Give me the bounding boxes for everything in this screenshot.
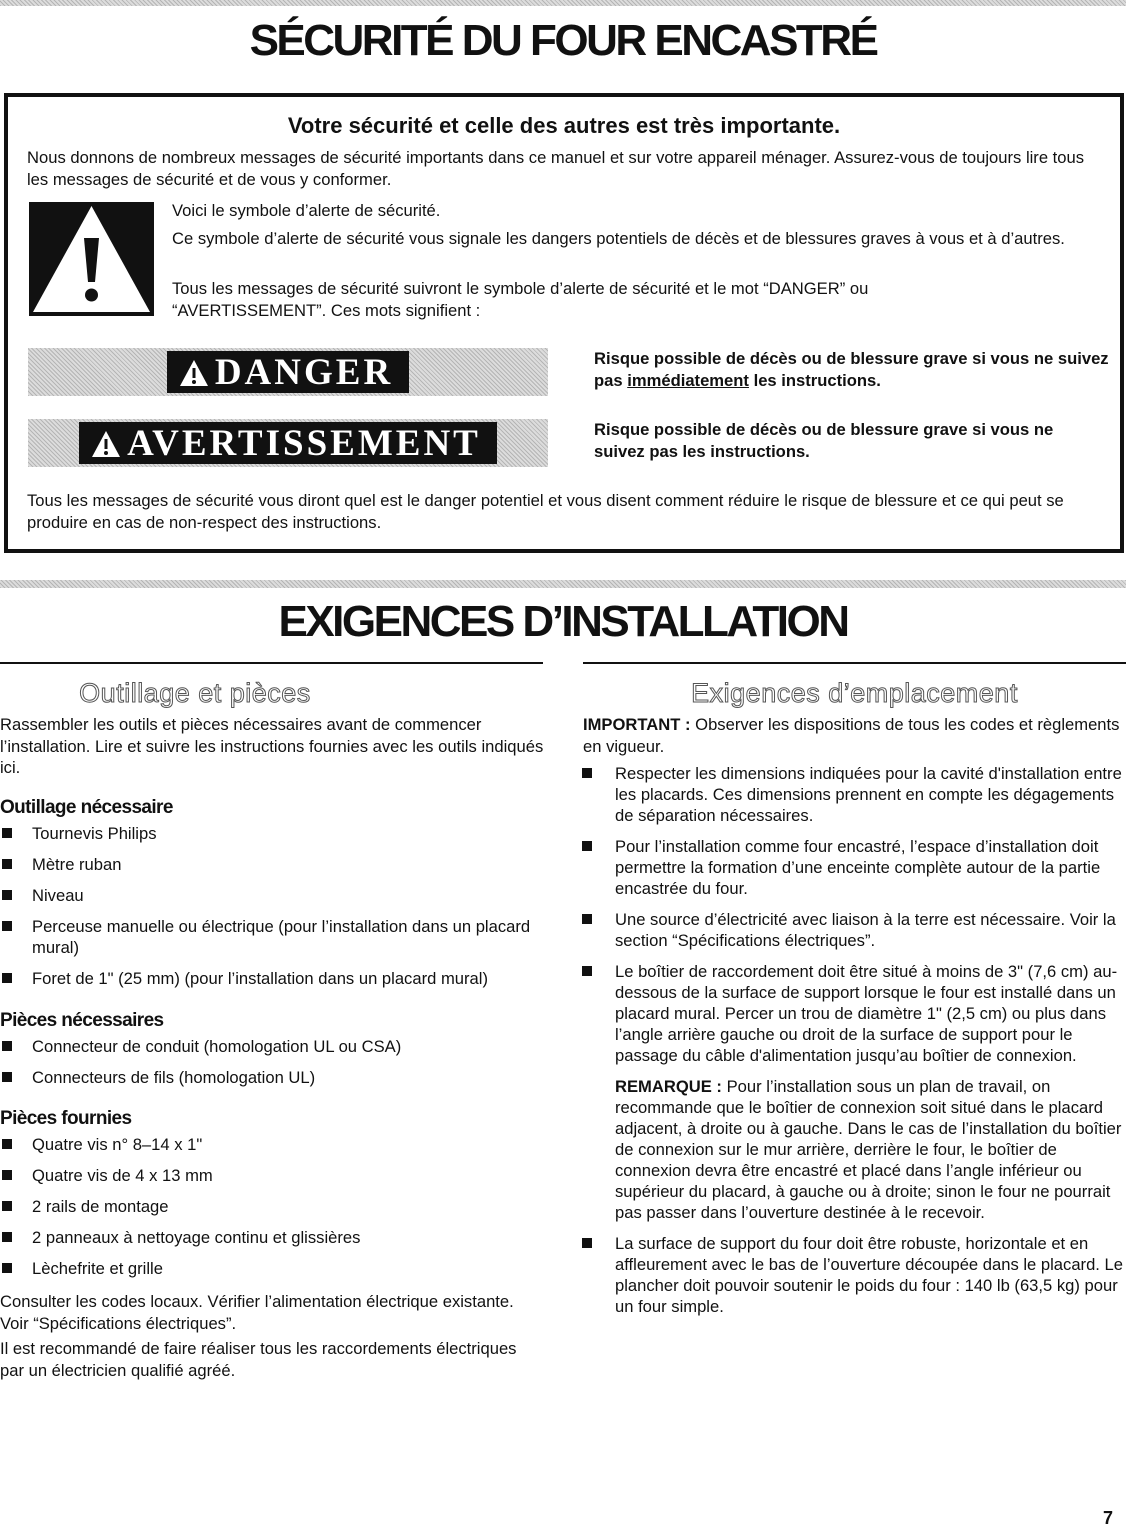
safety-closing: Tous les messages de sécurité vous diront quel est le danger potentiel et vous disent comment réduire le risque de blessure et ce qui peut se produire en cas de non-respect des instructions. bbox=[27, 491, 1064, 532]
safety-alert-icon bbox=[29, 202, 154, 316]
danger-word: DANGER bbox=[214, 352, 394, 393]
tools-needed-heading: Outillage nécessaire bbox=[0, 797, 173, 818]
section-title-installation: EXIGENCES D’INSTALLATION bbox=[278, 597, 848, 646]
warning-label bbox=[79, 422, 497, 464]
danger-desc-part1: Risque possible de décès ou de blessure grave si vous ne suivez pas bbox=[594, 349, 1109, 390]
safety-notice-box bbox=[4, 93, 1124, 553]
list-item: Niveau bbox=[0, 885, 548, 906]
list-item: Tournevis Philips bbox=[0, 823, 548, 844]
tools-intro: Rassembler les outils et pièces nécessaires avant de commencer l’installation. Lire et suivre les instructions fournies avec les outils indiqués ici. bbox=[0, 715, 544, 777]
bullet-icon bbox=[2, 1041, 12, 1051]
bullet-icon bbox=[582, 914, 592, 924]
list-item: Pour l’installation comme four encastré, l’espace d’installation doit permettre la formation d’une enceinte complète autour de la partie encastrée du four. bbox=[579, 836, 1125, 899]
danger-label bbox=[167, 351, 409, 393]
danger-desc-part2: les instructions. bbox=[753, 371, 881, 390]
remark-text: Pour l’installation sous un plan de travail, on recommande que le boîtier de connexion soit situé dans le placard adjacent, à droite ou à gauche. Dans le cas de l’installation du boîtier de connexion sur le mur arrière, derrière le four, le boîtier de connexion devra être encastré et placé dans l’angle inférieur ou supérieur du placard, à gauche ou à droite; sinon le four ne pourrait pas passer dans l’ouverture destinée à le recevoir. bbox=[615, 1077, 1122, 1222]
tools-list bbox=[0, 823, 548, 999]
top-hatch-strip bbox=[0, 0, 1126, 6]
signal-words-intro: Tous les messages de sécurité suivront le symbole d’alerte de sécurité et le mot “DANGER” ou “AVERTISSEMENT”. Ces mots signifient : bbox=[172, 279, 869, 320]
safety-box-heading: Votre sécurité et celle des autres est très importante. bbox=[287, 113, 841, 138]
bullet-icon bbox=[2, 890, 12, 900]
right-column-rule bbox=[583, 662, 1126, 664]
list-item: La surface de support du four doit être robuste, horizontale et en affleurement avec le bas de l’ouverture découpée dans le placard. Le plancher doit pouvoir soutenir le poids du four : 140 lb (63,5 kg) pour un four simple. bbox=[579, 1233, 1125, 1317]
list-item: Perceuse manuelle ou électrique (pour l’installation dans un placard mural) bbox=[0, 916, 548, 958]
important-label: IMPORTANT : bbox=[583, 715, 691, 734]
list-item: 2 panneaux à nettoyage continu et glissières bbox=[0, 1227, 548, 1248]
danger-alert-icon bbox=[179, 359, 209, 387]
warning-description: Risque possible de décès ou de blessure grave si vous ne suivez pas les instructions. bbox=[594, 420, 1054, 461]
warning-alert-icon bbox=[91, 430, 121, 458]
bullet-icon bbox=[2, 1232, 12, 1242]
bullet-icon bbox=[582, 768, 592, 778]
bullet-icon bbox=[582, 1238, 592, 1248]
bullet-icon bbox=[2, 1201, 12, 1211]
bullet-icon bbox=[582, 966, 592, 976]
danger-description bbox=[594, 348, 1119, 392]
section-title-safety: SÉCURITÉ DU FOUR ENCASTRÉ bbox=[249, 16, 877, 65]
left-column-rule bbox=[0, 662, 543, 664]
remark-label: REMARQUE : bbox=[615, 1077, 722, 1096]
list-item: Le boîtier de raccordement doit être situé à moins de 3" (7,6 cm) au-dessous de la surface de support lorsque le four est installé dans un placard mural. Percer un trou de diamètre 1" (2,5 cm) ou plus dans l’angle arrière gauche ou droit de la surface de support pour le passage du câble d'alimentation jusqu’au boîtier de connexion. REMARQUE : Pour l’installation sous un plan de travail, on recommande que le boîtier de connexion soit situé dans le placard adjacent, à droite ou à gauche. Dans le cas de l’installation du boîtier de connexion sur le mur arrière, derrière le four, le boîtier de connexion devra être encastré et placé dans l’angle inférieur ou supérieur du placard, à gauche ou à droite; sinon le four ne pourrait pas passer dans l’ouverture destinée à le recevoir. bbox=[579, 961, 1125, 1223]
remark-note bbox=[615, 1076, 1125, 1223]
electrician-note: Il est recommandé de faire réaliser tous les raccordements électriques par un électricien qualifié agréé. bbox=[0, 1339, 517, 1380]
bullet-icon bbox=[2, 1263, 12, 1273]
bullet-icon bbox=[582, 841, 592, 851]
list-item: Connecteurs de fils (homologation UL) bbox=[0, 1067, 548, 1088]
important-text: Observer les dispositions de tous les codes et règlements en vigueur. bbox=[583, 715, 1120, 756]
list-item: Quatre vis n° 8–14 x 1" bbox=[0, 1134, 548, 1155]
symbol-intro-line: Voici le symbole d’alerte de sécurité. bbox=[172, 201, 441, 220]
important-note bbox=[583, 714, 1123, 757]
list-item: Une source d’électricité avec liaison à la terre est nécessaire. Voir la section “Spécifications électriques”. bbox=[579, 909, 1125, 951]
page-number: 7 bbox=[1103, 1508, 1114, 1528]
parts-needed-list bbox=[0, 1036, 548, 1098]
bullet-icon bbox=[2, 1139, 12, 1149]
danger-desc-underlined: immédiatement bbox=[627, 371, 749, 390]
bullet-icon bbox=[2, 1170, 12, 1180]
location-requirements-heading: Exigences d’emplacement bbox=[691, 678, 1018, 708]
tools-parts-heading: Outillage et pièces bbox=[79, 678, 311, 708]
bullet-icon bbox=[2, 1072, 12, 1082]
local-codes-note: Consulter les codes locaux. Vérifier l’alimentation électrique existante. Voir “Spécifications électriques”. bbox=[0, 1292, 514, 1333]
symbol-meaning: Ce symbole d’alerte de sécurité vous signale les dangers potentiels de décès et de blessures graves à vous et à d’autres. bbox=[172, 229, 1065, 248]
list-item: Foret de 1" (25 mm) (pour l’installation dans un placard mural) bbox=[0, 968, 548, 989]
parts-needed-heading: Pièces nécessaires bbox=[0, 1010, 164, 1031]
warning-signal-bar bbox=[28, 419, 548, 467]
safety-intro: Nous donnons de nombreux messages de sécurité importants dans ce manuel et sur votre appareil ménager. Assurez-vous de toujours lire tous les messages de sécurité et de vous y conformer. bbox=[27, 148, 1085, 189]
danger-signal-bar bbox=[28, 348, 548, 396]
bullet-icon bbox=[2, 859, 12, 869]
warning-word: AVERTISSEMENT bbox=[127, 423, 481, 464]
mid-hatch-strip bbox=[0, 580, 1126, 588]
list-item: Respecter les dimensions indiquées pour la cavité d'installation entre les placards. Ces dimensions prennent en compte les dégagements de séparation nécessaires. bbox=[579, 763, 1125, 826]
bullet-icon bbox=[2, 973, 12, 983]
parts-supplied-list bbox=[0, 1134, 548, 1289]
list-item: Connecteur de conduit (homologation UL ou CSA) bbox=[0, 1036, 548, 1057]
list-item: 2 rails de montage bbox=[0, 1196, 548, 1217]
list-item: Quatre vis de 4 x 13 mm bbox=[0, 1165, 548, 1186]
bullet-icon bbox=[2, 921, 12, 931]
list-item: Mètre ruban bbox=[0, 854, 548, 875]
list-item: Lèchefrite et grille bbox=[0, 1258, 548, 1279]
bullet-icon bbox=[2, 828, 12, 838]
location-requirements-list bbox=[579, 763, 1125, 1327]
parts-supplied-heading: Pièces fournies bbox=[0, 1108, 132, 1129]
